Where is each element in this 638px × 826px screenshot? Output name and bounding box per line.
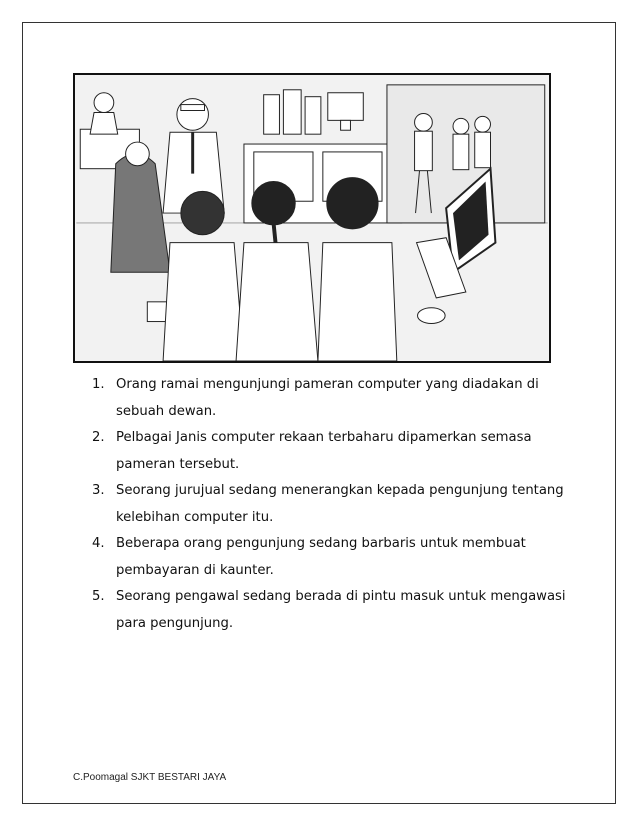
item-number: 2. — [92, 430, 105, 445]
list-item — [92, 584, 582, 637]
footer-credit: C.Poomagal SJKT BESTARI JAYA — [73, 772, 227, 783]
item-number: 5. — [92, 589, 105, 604]
item-text: Seorang pengawal sedang berada di pintu masuk untuk mengawasi para pengunjung. — [116, 589, 566, 631]
item-text: Pelbagai Janis computer rekaan terbaharu dipamerkan semasa pameran tersebut. — [116, 430, 532, 472]
item-number: 3. — [92, 483, 105, 498]
computer-exhibition-illustration — [73, 73, 551, 363]
item-text: Seorang jurujual sedang menerangkan kepada pengunjung tentang kelebihan computer itu. — [116, 483, 564, 525]
item-text: Orang ramai mengunjungi pameran computer yang diadakan di sebuah dewan. — [116, 377, 539, 419]
item-number: 4. — [92, 536, 105, 551]
item-text: Beberapa orang pengunjung sedang barbaris untuk membuat pembayaran di kaunter. — [116, 536, 526, 578]
exhibition-scene-drawing — [75, 75, 549, 361]
list-item — [92, 478, 582, 531]
list-item — [92, 425, 582, 478]
statement-list — [92, 372, 582, 637]
list-item — [92, 372, 582, 425]
list-item — [92, 531, 582, 584]
item-number: 1. — [92, 377, 105, 392]
